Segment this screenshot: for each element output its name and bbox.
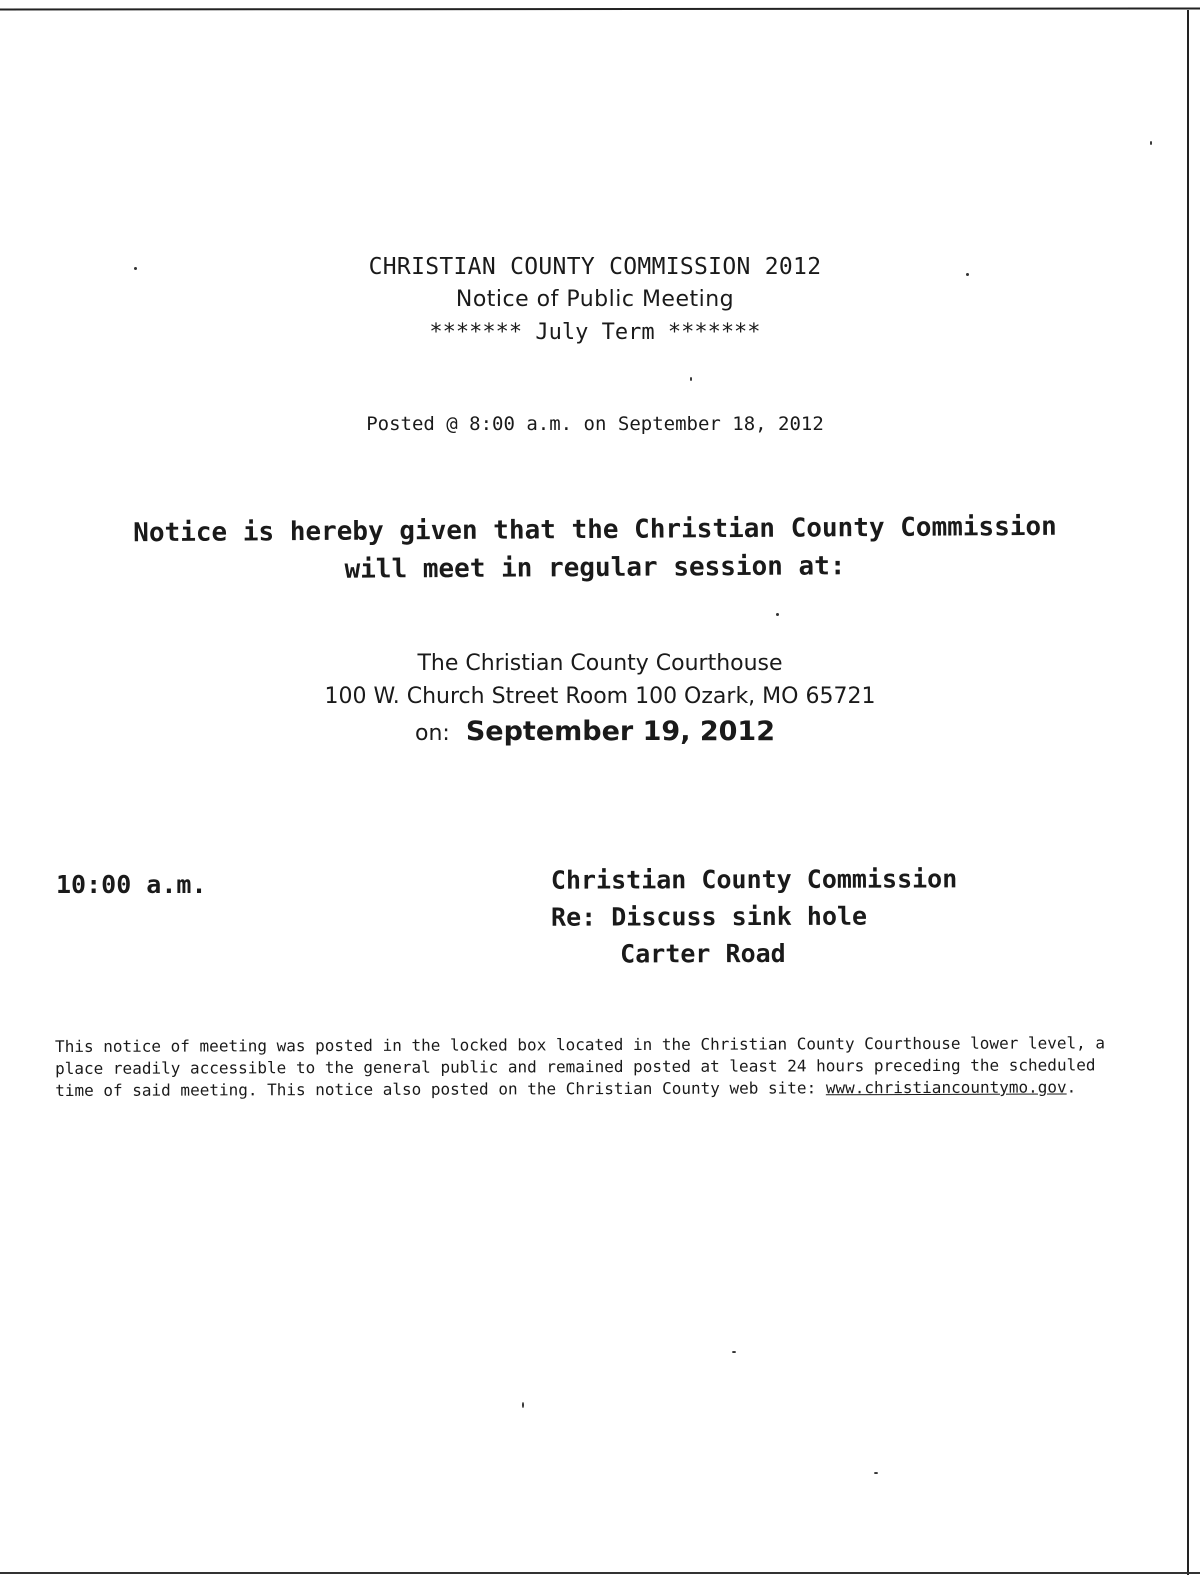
posting-statement-end: . [1066,1077,1077,1097]
posted-timestamp: Posted @ 8:00 a.m. on September 18, 2012 [366,413,824,435]
posting-statement-text: This notice of meeting was posted in the locked box located in the Christian County Courthouse lower level, a place readily accessible to the general public and remained posted at least 24 hours preceding the scheduled time of said meeting. This notice also posted on the Christian County web site: [55,1033,1106,1100]
location-name: The Christian County Courthouse [417,651,783,676]
document-subtitle: Notice of Public Meeting [455,287,735,312]
meeting-time: 10:00 a.m. [56,870,207,899]
document-title: CHRISTIAN COUNTY COMMISSION 2012 [368,254,822,280]
scan-speck [1150,141,1152,145]
announcement-line-1: Notice is hereby given that the Christian County Commission [133,511,1057,549]
agenda-body: Christian County Commission [550,864,958,895]
term-label: ******* July Term ******* [429,320,761,345]
scan-speck [776,613,779,616]
location-address: 100 W. Church Street Room 100 Ozark, MO 65721 [324,684,876,709]
meeting-date: September 19, 2012 [465,716,775,747]
announcement-line-2: will meet in regular session at: [344,551,846,585]
scan-speck [522,1402,524,1408]
scan-speck [690,377,692,381]
scan-speck [874,1472,878,1474]
agenda-subject: Carter Road [620,938,786,969]
page-edge-right [1187,10,1189,1575]
meeting-date-line [0,716,1190,747]
website-link[interactable]: www.christiancountymo.gov [825,1077,1067,1098]
page-edge-bottom [0,1572,1200,1574]
posting-statement [55,1032,1135,1102]
agenda-re: Re: Discuss sink hole [550,901,868,932]
on-label: on: [415,721,450,746]
scan-speck [732,1351,736,1353]
page-edge-top [0,7,1200,10]
agenda-item [551,860,958,972]
